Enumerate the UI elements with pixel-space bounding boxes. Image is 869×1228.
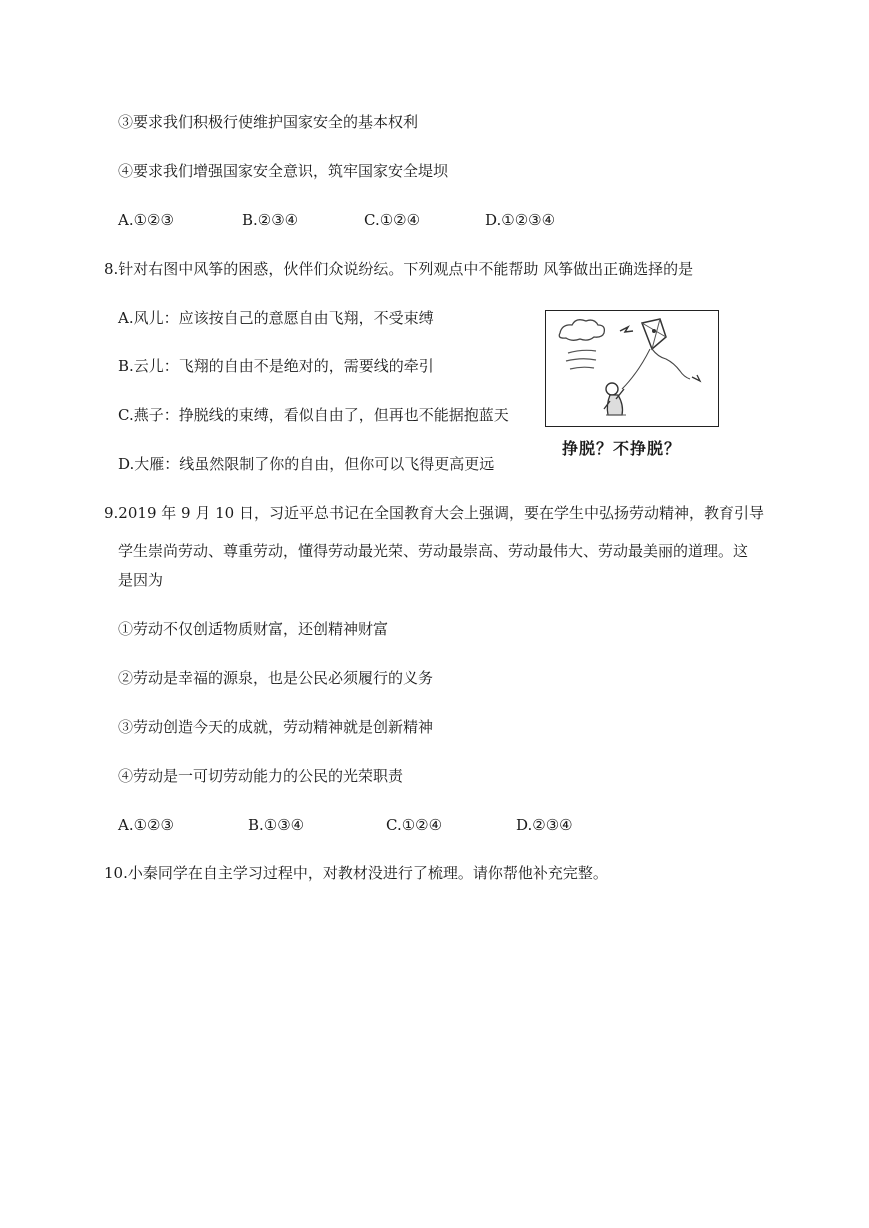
q7-option-c: C.①②④ bbox=[364, 211, 421, 229]
q9-options bbox=[118, 815, 718, 835]
q9-stem-line-2: 学生崇尚劳动、尊重劳动，懂得劳动最光荣、劳动最崇高、劳动最伟大、劳动最美丽的道理。这 bbox=[118, 542, 749, 560]
q9-stem-line-3: 是因为 bbox=[118, 571, 164, 589]
q9-stem-line-1: 9.2019 年 9 月 10 日，习近平总书记在全国教育大会上强调，要在学生中弘扬劳动精神，教育引导 bbox=[104, 504, 764, 522]
q9-option-a: A.①②③ bbox=[118, 816, 174, 834]
q8-option-c: C.燕子：挣脱线的束缚，看似自由了，但再也不能据抱蓝天 bbox=[118, 406, 509, 424]
q7-option-d: D.①②③④ bbox=[485, 211, 556, 229]
q9-option-b: B.①③④ bbox=[248, 816, 305, 834]
q9-option-d: D.②③④ bbox=[516, 816, 573, 834]
q8-stem: 8.针对右图中风筝的困惑，伙伴们众说纷纭。下列观点中不能帮助 风筝做出正确选择的是 bbox=[104, 260, 694, 278]
kite-sketch bbox=[642, 319, 666, 349]
q7-item-3: ③要求我们积极行使维护国家安全的基本权利 bbox=[118, 113, 419, 131]
figure-caption: 挣脱？不挣脱？ bbox=[562, 439, 682, 458]
q9-item-4: ④劳动是一可切劳动能力的公民的光荣职责 bbox=[118, 767, 404, 785]
q10-stem: 10.小秦同学在自主学习过程中，对教材没进行了梳理。请你帮他补充完整。 bbox=[104, 864, 608, 882]
bird-sketch bbox=[620, 327, 633, 332]
q8-option-d: D.大雁：线虽然限制了你的自由，但你可以飞得更高更远 bbox=[118, 455, 495, 473]
q9-option-c: C.①②④ bbox=[386, 816, 443, 834]
q7-option-a: A.①②③ bbox=[118, 211, 174, 229]
q7-item-4: ④要求我们增强国家安全意识，筑牢国家安全堤坝 bbox=[118, 162, 449, 180]
q7-option-b: B.②③④ bbox=[242, 211, 299, 229]
q8-option-b: B.云儿：飞翔的自由不是绝对的，需要线的牵引 bbox=[118, 357, 434, 375]
q9-item-1: ①劳动不仅创适物质财富，还创精神财富 bbox=[118, 620, 389, 638]
q9-item-2: ②劳动是幸福的源泉，也是公民必须履行的义务 bbox=[118, 669, 434, 687]
kite-illustration bbox=[545, 310, 719, 427]
q9-item-3: ③劳动创造今天的成就，劳动精神就是创新精神 bbox=[118, 718, 434, 736]
cloud-sketch bbox=[559, 320, 604, 341]
q8-option-a: A.风儿：应该按自己的意愿自由飞翔，不受束缚 bbox=[118, 309, 434, 327]
q7-options bbox=[118, 210, 718, 230]
kite-drawing bbox=[546, 311, 718, 426]
child-sketch bbox=[606, 383, 618, 395]
